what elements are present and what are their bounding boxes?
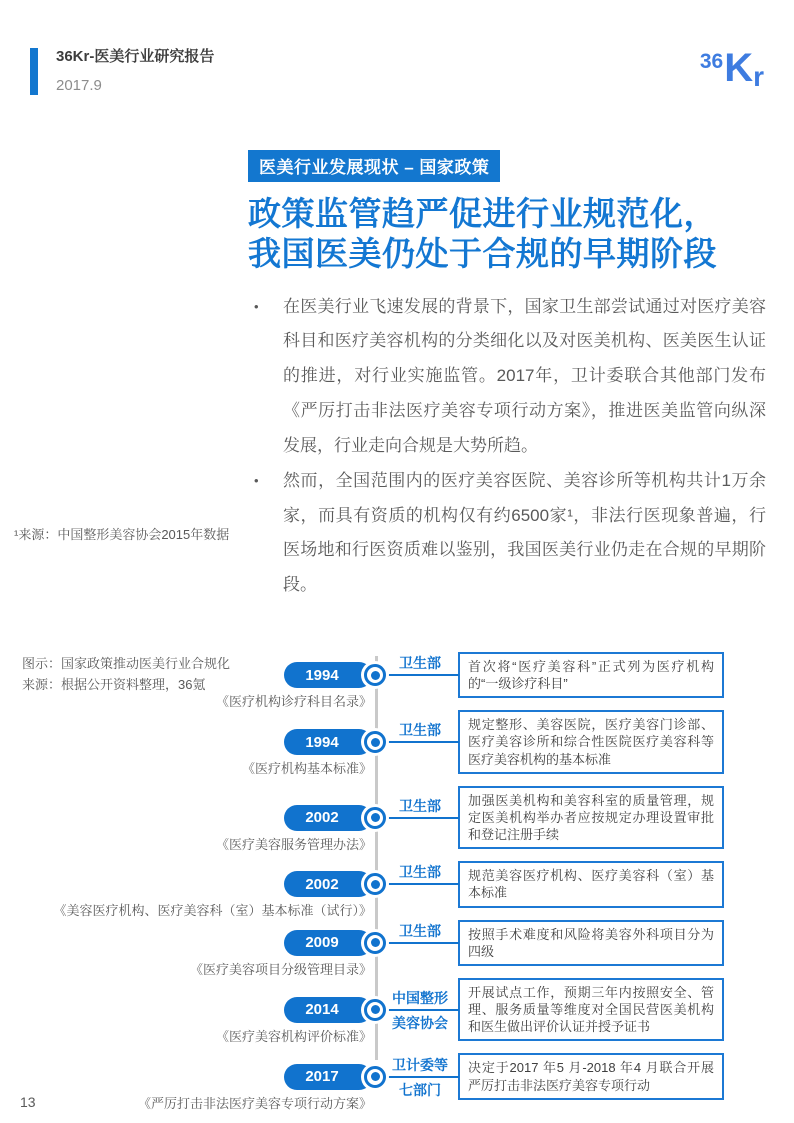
logo-k-text: K (724, 46, 754, 90)
timeline-org-line2: 七部门 (399, 1081, 441, 1098)
timeline-year-cell (0, 805, 372, 852)
timeline-org-line1: 卫生部 (399, 797, 441, 814)
timeline-org-line1: 中国整形 (392, 989, 448, 1006)
timeline-row (0, 861, 794, 919)
list-item (248, 290, 766, 464)
bullet-text: 在医美行业飞速发展的背景下，国家卫生部尝试通过对医疗美容科目和医疗美容机构的分类细化以及对医美机构、医美医生认证的推进，对行业实施监管。2017年，卫计委联合其他部门发布《严厉打击非法医疗美容专项行动方案》，推进医美监管向纵深发展，行业走向合规是大势所趋。 (283, 296, 766, 455)
timeline-year-pill (284, 805, 372, 831)
bullet-icon: • (254, 472, 259, 488)
timeline-document-label: 《医疗美容项目分级管理目录》 (189, 961, 372, 977)
timeline-document-label: 《医疗机构诊疗科目名录》 (215, 694, 372, 710)
report-header (30, 48, 214, 95)
timeline-node-icon (364, 932, 386, 954)
timeline-connector (386, 652, 458, 698)
timeline-node-icon (364, 807, 386, 829)
timeline-year-pill (284, 997, 372, 1023)
timeline-document-label: 《美容医疗机构、医疗美容科（室）基本标准（试行）》 (53, 903, 372, 919)
main-content (248, 150, 766, 603)
timeline-document-label: 《严厉打击非法医疗美容专项行动方案》 (137, 1095, 372, 1111)
bullet-text: 然而，全国范围内的医疗美容医院、美容诊所等机构共计1万余家，而具有资质的机构仅有约6500家¹，非法行医现象普遍，行医场地和行医资质难以鉴别，我国医美行业仍走在合规的早期阶段。 (283, 470, 766, 595)
timeline-node-icon (364, 999, 386, 1021)
timeline-year-label: 2009 (305, 934, 339, 952)
timeline-year-label: 2002 (305, 809, 339, 827)
timeline-row (0, 710, 794, 777)
logo-36-text: 36 (699, 50, 724, 73)
footnote: ¹来源：中国整形美容协会2015年数据 (14, 527, 230, 542)
timeline-connector (386, 710, 458, 773)
timeline-row (0, 786, 794, 852)
timeline-org-line1: 卫生部 (399, 922, 441, 939)
timeline-year-label: 2014 (305, 1001, 339, 1019)
page-title-line2: 我国医美仍处于合规的早期阶段 (248, 235, 717, 273)
timeline-year-label: 2017 (305, 1068, 339, 1085)
bullet-list (248, 290, 766, 604)
timeline-year-cell (0, 930, 372, 977)
page-title-line1: 政策监管趋严促进行业规范化， (248, 195, 717, 232)
logo-r-text: r (753, 61, 764, 92)
timeline-document-label: 《医疗机构基本标准》 (241, 761, 372, 777)
figure-caption-line2: 来源：根据公开资料整理，36氪 (22, 676, 206, 692)
figure-caption-line1: 图示：国家政策推动医美行业合规化 (22, 656, 231, 671)
timeline-connector (386, 1053, 458, 1099)
timeline-year-pill (284, 1064, 372, 1090)
timeline-org-line1: 卫生部 (399, 655, 441, 672)
report-title: 36Kr-医美行业研究报告 (56, 48, 215, 65)
timeline-description-box: 首次将“医疗美容科”正式列为医疗机构的“一级诊疗科目” (458, 652, 724, 698)
timeline-year-label: 1994 (305, 733, 339, 751)
timeline-year-label: 2002 (305, 875, 339, 893)
timeline-description-box: 加强医美机构和美容科室的质量管理，规定医美机构举办者应按规定办理设置审批和登记注册手续 (458, 786, 724, 849)
timeline-year-cell (0, 997, 372, 1044)
timeline-year-pill (284, 871, 372, 897)
timeline-description-box: 按照手术难度和风险将美容外科项目分为四级 (458, 920, 724, 966)
page-title (248, 194, 766, 275)
timeline-connector (386, 978, 458, 1041)
policy-timeline (0, 648, 794, 1112)
timeline-year-cell (0, 729, 372, 777)
timeline-org-line1: 卫计委等 (392, 1056, 448, 1073)
timeline-description-box: 开展试点工作，预期三年内按照安全、管理、服务质量等维度对全国民营医美机构和医生做出评价认证并授予证书 (458, 978, 724, 1041)
timeline-org-line2: 美容协会 (392, 1014, 448, 1031)
timeline-year-pill (284, 662, 372, 688)
figure-caption (22, 654, 230, 696)
timeline-year-label: 1994 (305, 666, 339, 684)
timeline-description-box: 规范美容医疗机构、医疗美容科（室）基本标准 (458, 861, 724, 907)
timeline-description-box: 决定于2017 年5 月-2018 年4 月联合开展严厉打击非法医疗美容专项行动 (458, 1053, 724, 1099)
timeline-node-icon (364, 873, 386, 895)
timeline-document-label: 《医疗美容机构评价标准》 (215, 1028, 372, 1044)
list-item (248, 464, 766, 603)
timeline-node-icon (364, 1066, 386, 1088)
timeline-connector (386, 786, 458, 849)
timeline-org-line1: 卫生部 (399, 722, 441, 739)
timeline-node-icon (364, 731, 386, 753)
timeline-row (0, 920, 794, 977)
bullet-icon: • (254, 298, 259, 314)
36kr-logo (700, 46, 764, 93)
timeline-connector (386, 920, 458, 966)
page-number: 13 (20, 1094, 36, 1110)
timeline-year-cell (0, 871, 372, 919)
timeline-description-box: 规定整形、美容医院，医疗美容门诊部、医疗美容诊所和综合性医院医疗美容科等医疗美容机构的基本标准 (458, 710, 724, 773)
timeline-row (0, 978, 794, 1044)
section-tag: 医美行业发展现状 – 国家政策 (248, 150, 500, 182)
timeline-year-pill (284, 729, 372, 755)
timeline-connector (386, 861, 458, 907)
timeline-year-pill (284, 930, 372, 956)
timeline-document-label: 《医疗美容服务管理办法》 (215, 836, 372, 852)
timeline-org-line1: 卫生部 (399, 864, 441, 881)
timeline-node-icon (364, 664, 386, 686)
report-date: 2017.9 (56, 77, 102, 94)
